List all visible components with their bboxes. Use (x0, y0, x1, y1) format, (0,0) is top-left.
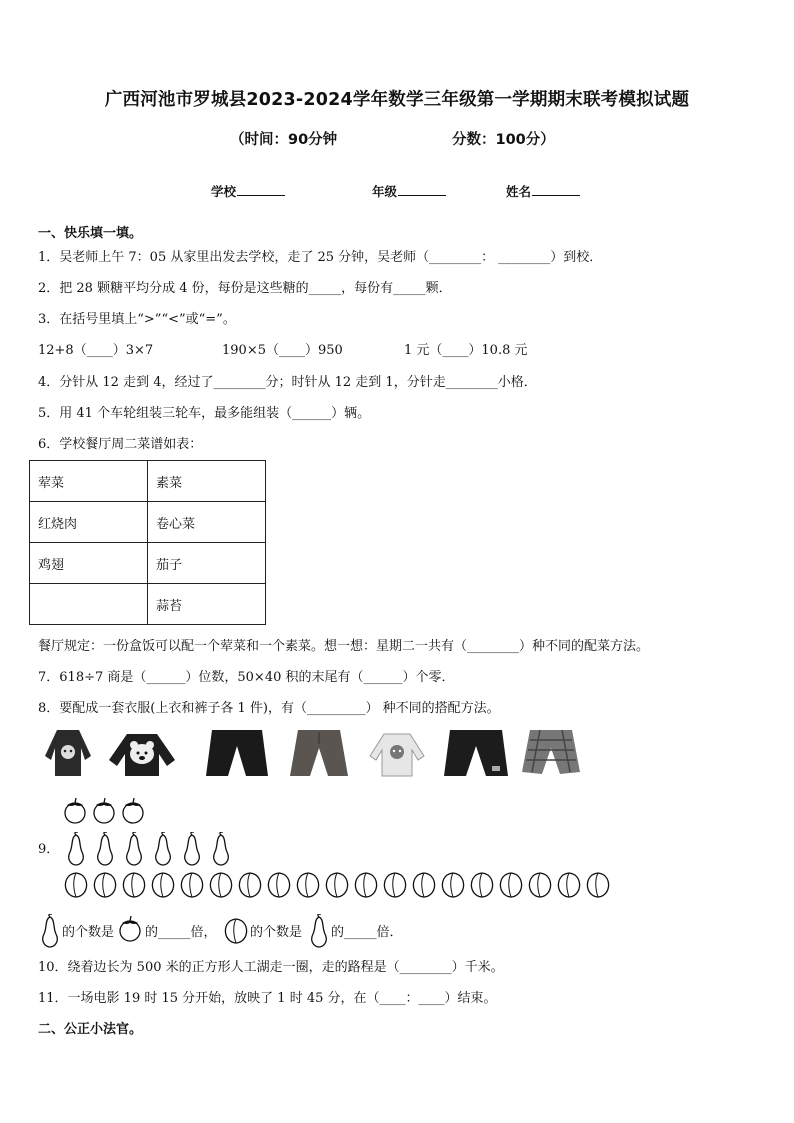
name-field[interactable] (506, 182, 580, 200)
gray-pants-image (290, 726, 348, 778)
peach-icon (266, 870, 292, 898)
question-3: 3．在括号里填上“>”“<”或“=”。 (38, 312, 236, 327)
table-row (30, 502, 266, 543)
peach-icon (440, 870, 466, 898)
peach-icon (498, 870, 524, 898)
peach-icon (585, 870, 611, 898)
table-cell: 鸡翅 (30, 543, 148, 584)
peach-icon (150, 870, 176, 898)
question-2: 2．把 28 颗糖平均分成 4 份，每份是这些糖的_____，每份有_____颗． (38, 281, 452, 296)
question-3a: 12+8（____）3×7 (38, 343, 154, 358)
question-7: 7．618÷7 商是（______）位数，50×40 积的末尾有（______）个零． (38, 670, 455, 685)
table-row (30, 461, 266, 502)
question-9-text-3: 的个数是 (250, 925, 303, 940)
peach-icon (527, 870, 553, 898)
name-label: 姓名 (506, 184, 532, 199)
question-8: 8．要配成一套衣服(上衣和裤子各 1 件)，有（_________） 种不同的搭配方法。 (38, 701, 500, 716)
apple-icon (121, 798, 145, 824)
section2-title: 二、公正小法官。 (38, 1022, 143, 1037)
peach-icon (237, 870, 263, 898)
peach-icon (208, 870, 234, 898)
sweater-image (43, 726, 93, 778)
question-9-number: 9． (38, 842, 60, 857)
apple-icon (92, 798, 116, 824)
peach-icon (324, 870, 350, 898)
table-cell: 蒜苔 (148, 584, 266, 625)
peach-icon (556, 870, 582, 898)
question-10: 10．绕着边长为 500 米的正方形人工湖走一圈，走的路程是（________）千米。 (38, 960, 504, 975)
checked-pants-image (522, 726, 580, 778)
peach-icon (295, 870, 321, 898)
dark-pants-image (444, 726, 508, 778)
table-row (30, 543, 266, 584)
pear-icon (182, 832, 202, 866)
question-3c: 1 元（____）10.8 元 (404, 343, 528, 358)
question-9-text-1: 的个数是 (62, 925, 115, 940)
page-title: 广西河池市罗城县2023-2024学年数学三年级第一学期期末联考模拟试题 (104, 90, 690, 110)
peach-icon (469, 870, 495, 898)
peach-icon (223, 916, 249, 944)
school-label: 学校 (211, 184, 237, 199)
question-4: 4．分针从 12 走到 4，经过了________分；时针从 12 走到 1，分针走________小格． (38, 375, 537, 390)
peach-icon (382, 870, 408, 898)
school-field[interactable] (211, 182, 285, 200)
question-6-rule: 餐厅规定：一份盒饭可以配一个荤菜和一个素菜。想一想：星期二一共有（________）种不同的配菜方法。 (38, 639, 650, 654)
pear-icon (40, 914, 60, 948)
table-cell: 茄子 (148, 543, 266, 584)
question-9-text-4: 的_____倍． (331, 925, 403, 940)
name-blank[interactable] (532, 183, 580, 196)
table-cell: 素菜 (148, 461, 266, 502)
section1-title: 一、快乐填一填。 (38, 226, 143, 241)
pear-icon (95, 832, 115, 866)
peach-icon (121, 870, 147, 898)
table-cell: 荤菜 (30, 461, 148, 502)
peach-icon (179, 870, 205, 898)
black-pants-image (206, 726, 268, 778)
menu-table (29, 460, 266, 625)
school-blank[interactable] (237, 183, 285, 196)
table-cell (30, 584, 148, 625)
question-6: 6．学校餐厅周二菜谱如表： (38, 437, 203, 452)
pear-icon (66, 832, 86, 866)
peach-icon (92, 870, 118, 898)
grade-blank[interactable] (398, 183, 446, 196)
pear-icon (124, 832, 144, 866)
grade-label: 年级 (372, 184, 398, 199)
apple-icon (63, 798, 87, 824)
question-9-text-2: 的_____倍， (145, 925, 217, 940)
apple-icon (118, 916, 142, 942)
peach-icon (353, 870, 379, 898)
table-cell: 卷心菜 (148, 502, 266, 543)
grade-field[interactable] (372, 182, 446, 200)
pear-icon (211, 832, 231, 866)
white-sweater-image (368, 726, 426, 778)
question-11: 11．一场电影 19 时 15 分开始，放映了 1 时 45 分，在（____：____）结束。 (38, 991, 497, 1006)
table-row (30, 584, 266, 625)
peach-icon (63, 870, 89, 898)
question-3b: 190×5（____）950 (222, 343, 343, 358)
question-1: 1．吴老师上午 7：05 从家里出发去学校，走了 25 分钟，吴老师（________： ________）到校． (38, 250, 603, 265)
table-cell: 红烧肉 (30, 502, 148, 543)
exam-time: （时间：90分钟 (230, 132, 338, 148)
bear-sweater-image (107, 726, 177, 778)
peach-icon (411, 870, 437, 898)
question-5: 5．用 41 个车轮组装三轮车，最多能组装（______）辆。 (38, 406, 371, 421)
exam-score: 分数：100分） (452, 132, 555, 148)
pear-icon (309, 914, 329, 948)
pear-icon (153, 832, 173, 866)
